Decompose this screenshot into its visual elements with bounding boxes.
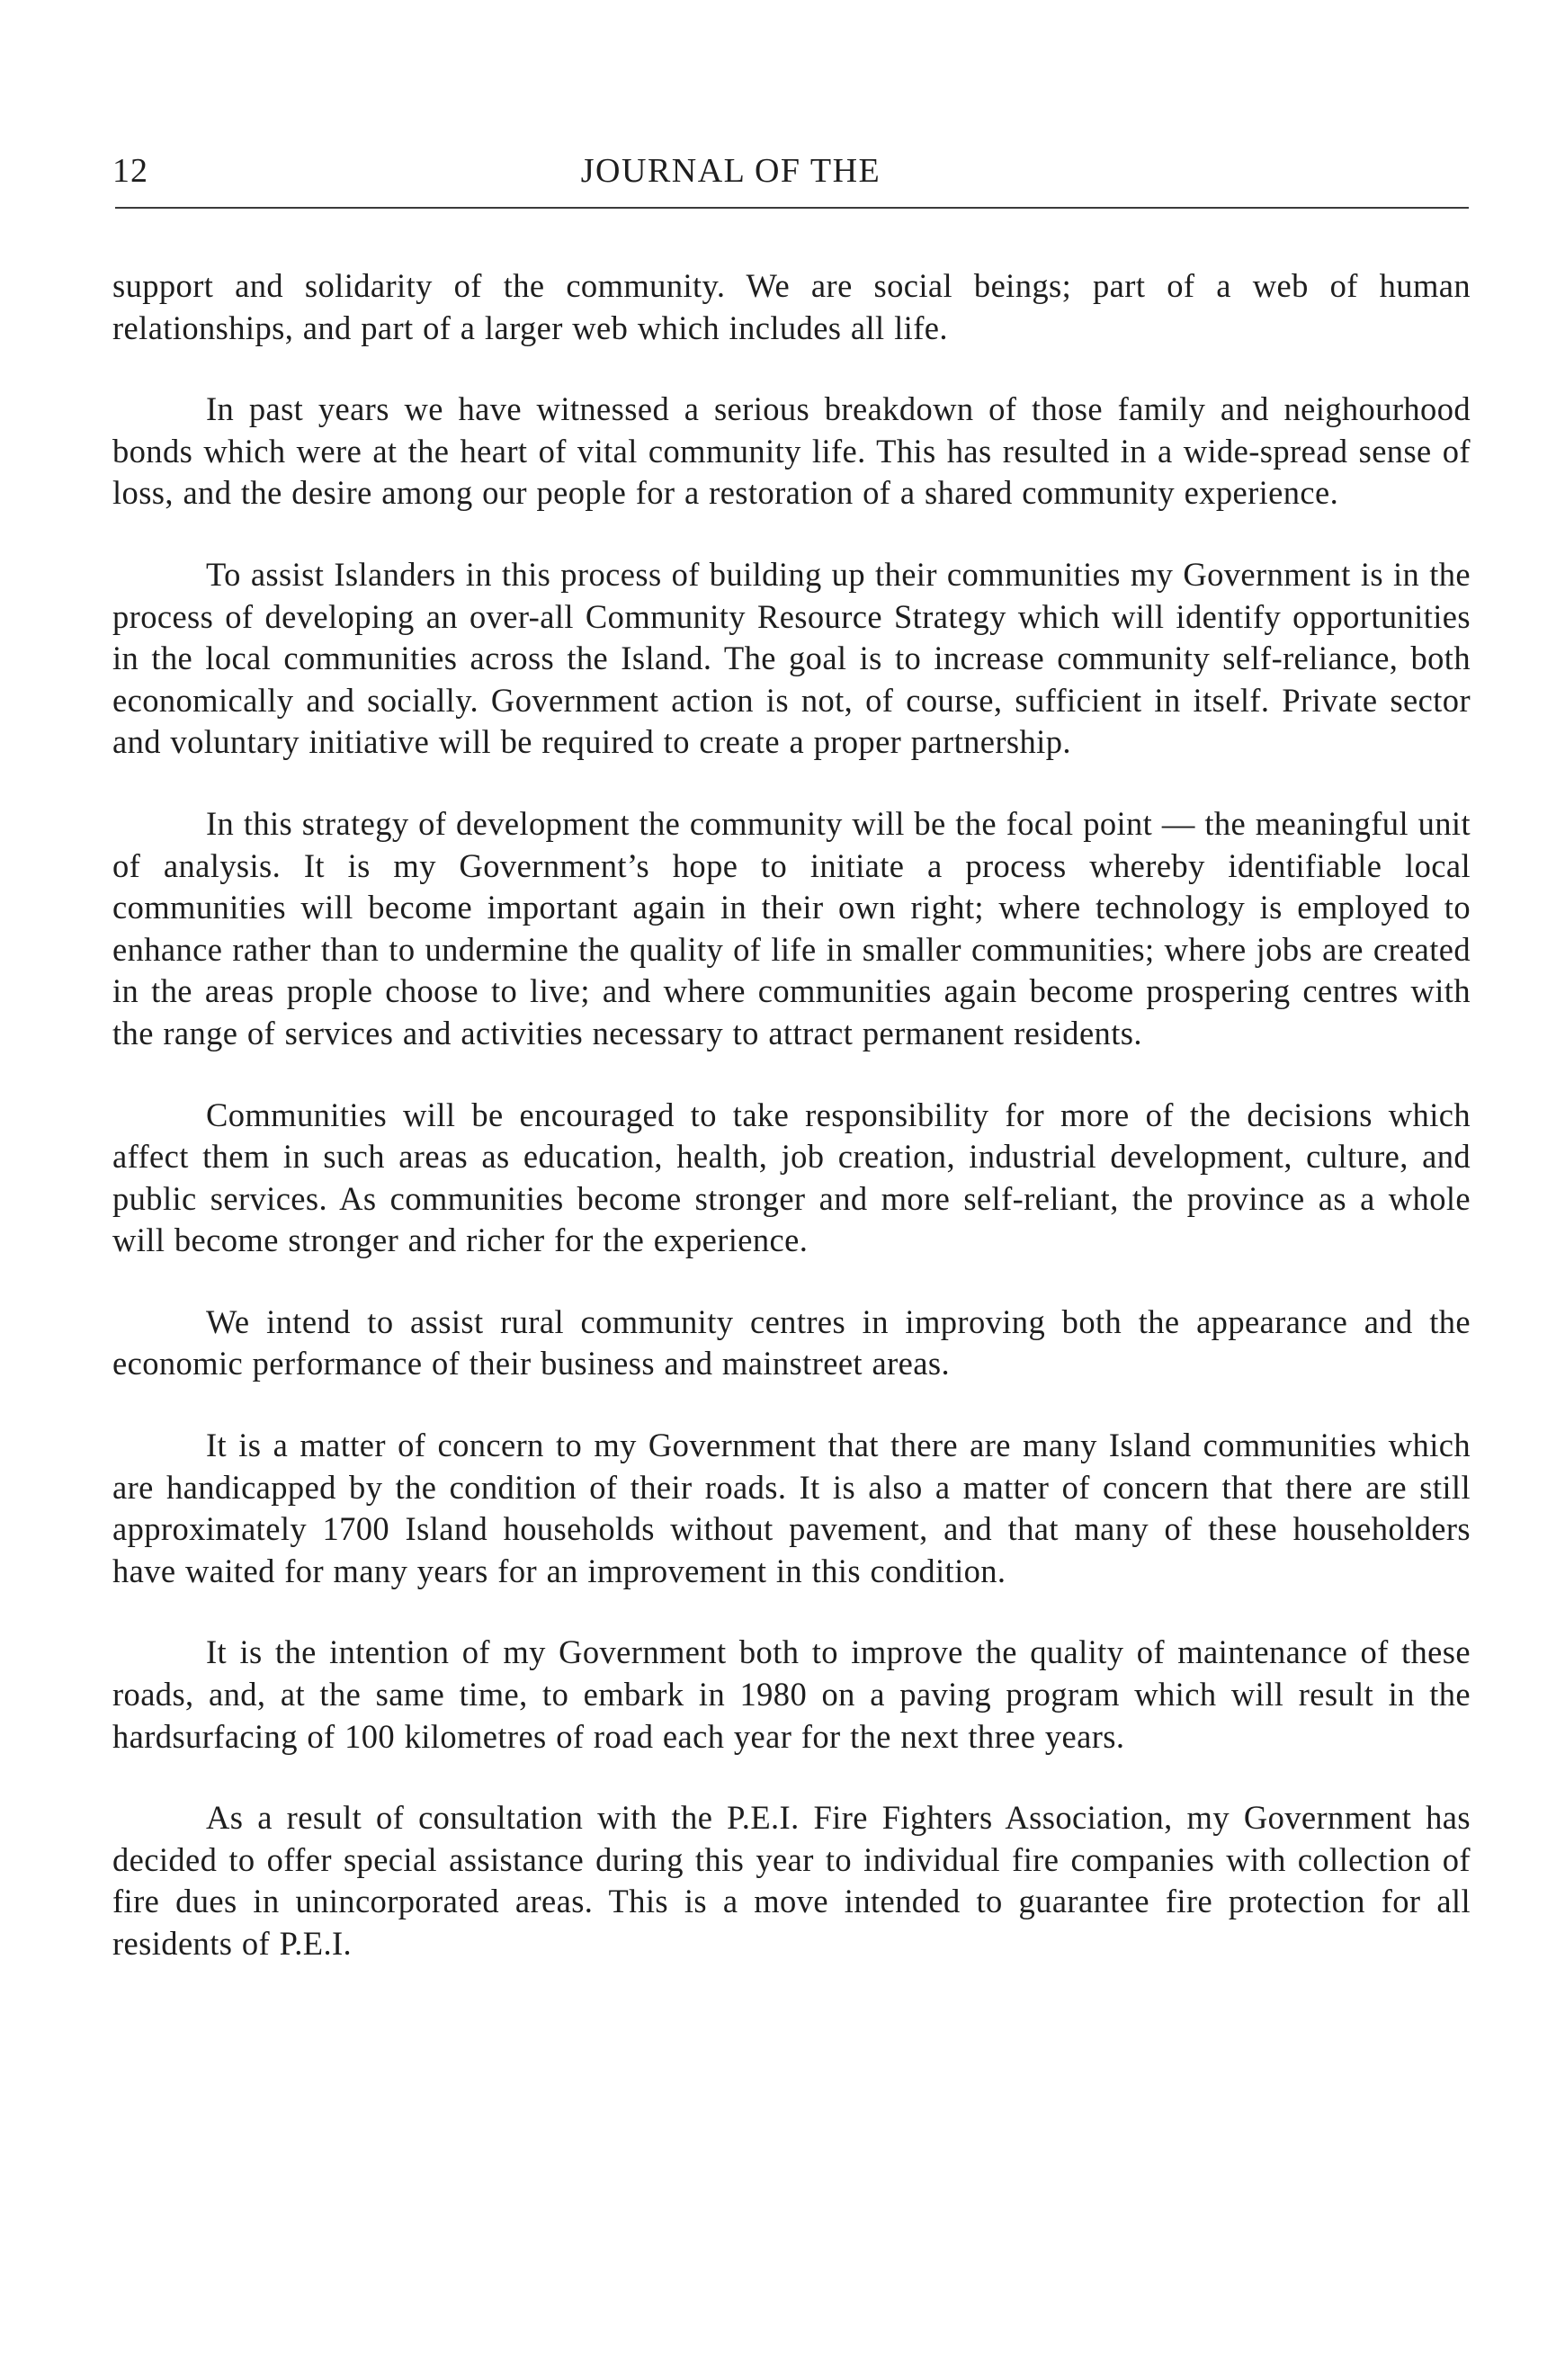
paragraph: We intend to assist rural community centres in improving both the appearance and the economic performance of their business and mainstreet areas.	[112, 1302, 1471, 1382]
paragraph: It is a matter of concern to my Government that there are many Island communities which are handicapped by the condition of their roads. It is also a matter of concern that there are still approximately 1700 Island households without pavement, and that many of these householders have waited for many years for an improvement in this condition.	[112, 1427, 1471, 1589]
paragraph: As a result of consultation with the P.E.I. Fire Fighters Association, my Government has decided to offer special assistance during this year to individual fire companies with collection of fire dues in unincorporated areas. This is a move intended to guarantee fire protection for all residents of P.E.I.	[112, 1799, 1471, 1962]
paragraph: support and solidarity of the community. We are social beings; part of a web of human relationships, and part of a larger web which includes all life.	[112, 267, 1471, 346]
running-head: JOURNAL OF THE	[580, 152, 881, 190]
header-rule	[115, 207, 1469, 209]
paragraph: Communities will be encouraged to take responsibility for more of the decisions which affect them in such areas as education, health, job creation, industrial development, culture, and public services. As communities become stronger and more self-reliant, the province as a whole will become stronger and richer for the experience.	[112, 1096, 1471, 1259]
paragraph: In past years we have witnessed a serious breakdown of those family and neighourhood bonds which were at the heart of vital community life. This has resulted in a wide-spread sense of loss, and the desire among our people for a restoration of a shared community experience.	[112, 390, 1471, 512]
paragraph: In this strategy of development the community will be the focal point — the meaningful unit of analysis. It is my Government’s hope to initiate a process whereby identifiable local communities will become important again in their own right; where technology is employed to enhance rather than to undermine the quality of life in smaller communities; where jobs are created in the areas prople choose to live; and where communities again become prospering centres with the range of services and activities necessary to attract permanent residents.	[112, 804, 1471, 1051]
body-text	[112, 265, 1471, 2005]
paragraph: It is the intention of my Government both to improve the quality of maintenance of these roads, and, at the same time, to embark in 1980 on a paving program which will result in the hardsurfacing of 100 kilometres of road each year for the next three years.	[112, 1633, 1471, 1755]
page-header	[112, 148, 1471, 193]
page-number: 12	[112, 152, 148, 190]
paragraph: To assist Islanders in this process of building up their communities my Government is in the process of developing an over-all Community Resource Strategy which will identify opportunities in the local communities across the Island. The goal is to increase community self-reliance, both economically and socially. Government action is not, of course, sufficient in itself. Private sector and voluntary initiative will be required to create a proper partnership.	[112, 555, 1471, 761]
